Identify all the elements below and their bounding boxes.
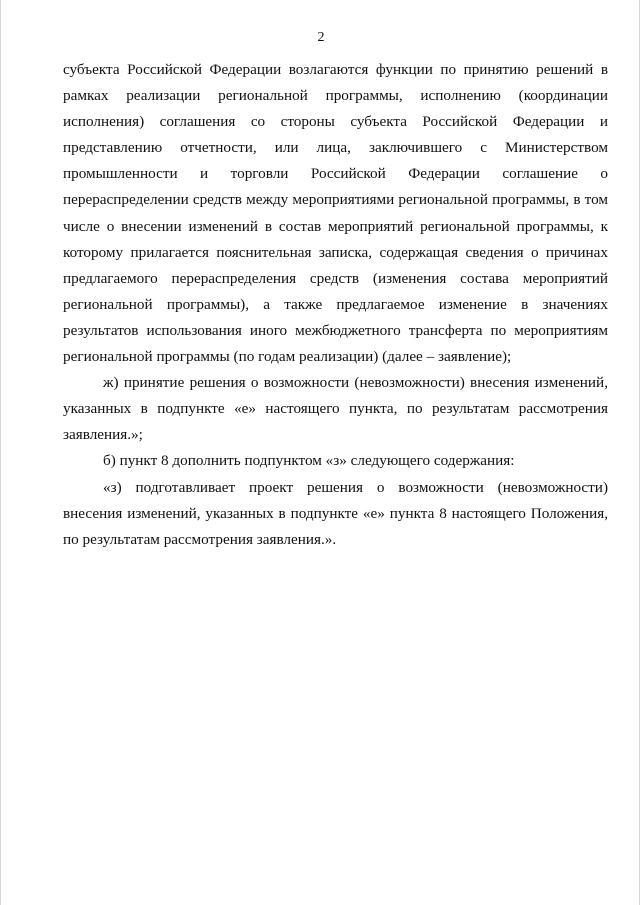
- paragraph-item-b: б) пункт 8 дополнить подпунктом «з» следующего содержания:: [103, 452, 515, 470]
- paragraph-subitem-zh: ж) принятие решения о возможности (невозможности) внесения изменений, указанных в подпункте «е» настоящего пункта, по результатам рассмотрения заявления.»;: [63, 374, 608, 444]
- paragraph-continuation: субъекта Российской Федерации возлагаются функции по принятию решений в рамках реализации региональной программы, исполнению (координации исполнения) соглашения со стороны субъекта Российской Федерации и представлению отчетности, или лица, заключившего с Министерством промышленности и торговли Российской Федерации соглашение о перераспределении средств между мероприятиями региональной программы, в том числе о внесении изменений в состав мероприятий региональной программы, к которому прилагается пояснительная записка, содержащая сведения о причинах предлагаемого перераспределения средств (изменения состава мероприятий региональной программы), а также предлагаемое изменение в значениях результатов использования иного межбюджетного трансферта по мероприятиям региональной программы (по годам реализации) (далее – заявление);: [63, 61, 608, 366]
- paragraph-subitem-z: «з) подготавливает проект решения о возможности (невозможности) внесения изменений, указанных в подпункте «е» пункта 8 настоящего Положения, по результатам рассмотрения заявления.».: [63, 478, 608, 548]
- page-number: 2: [317, 30, 325, 45]
- document-body: [63, 57, 608, 553]
